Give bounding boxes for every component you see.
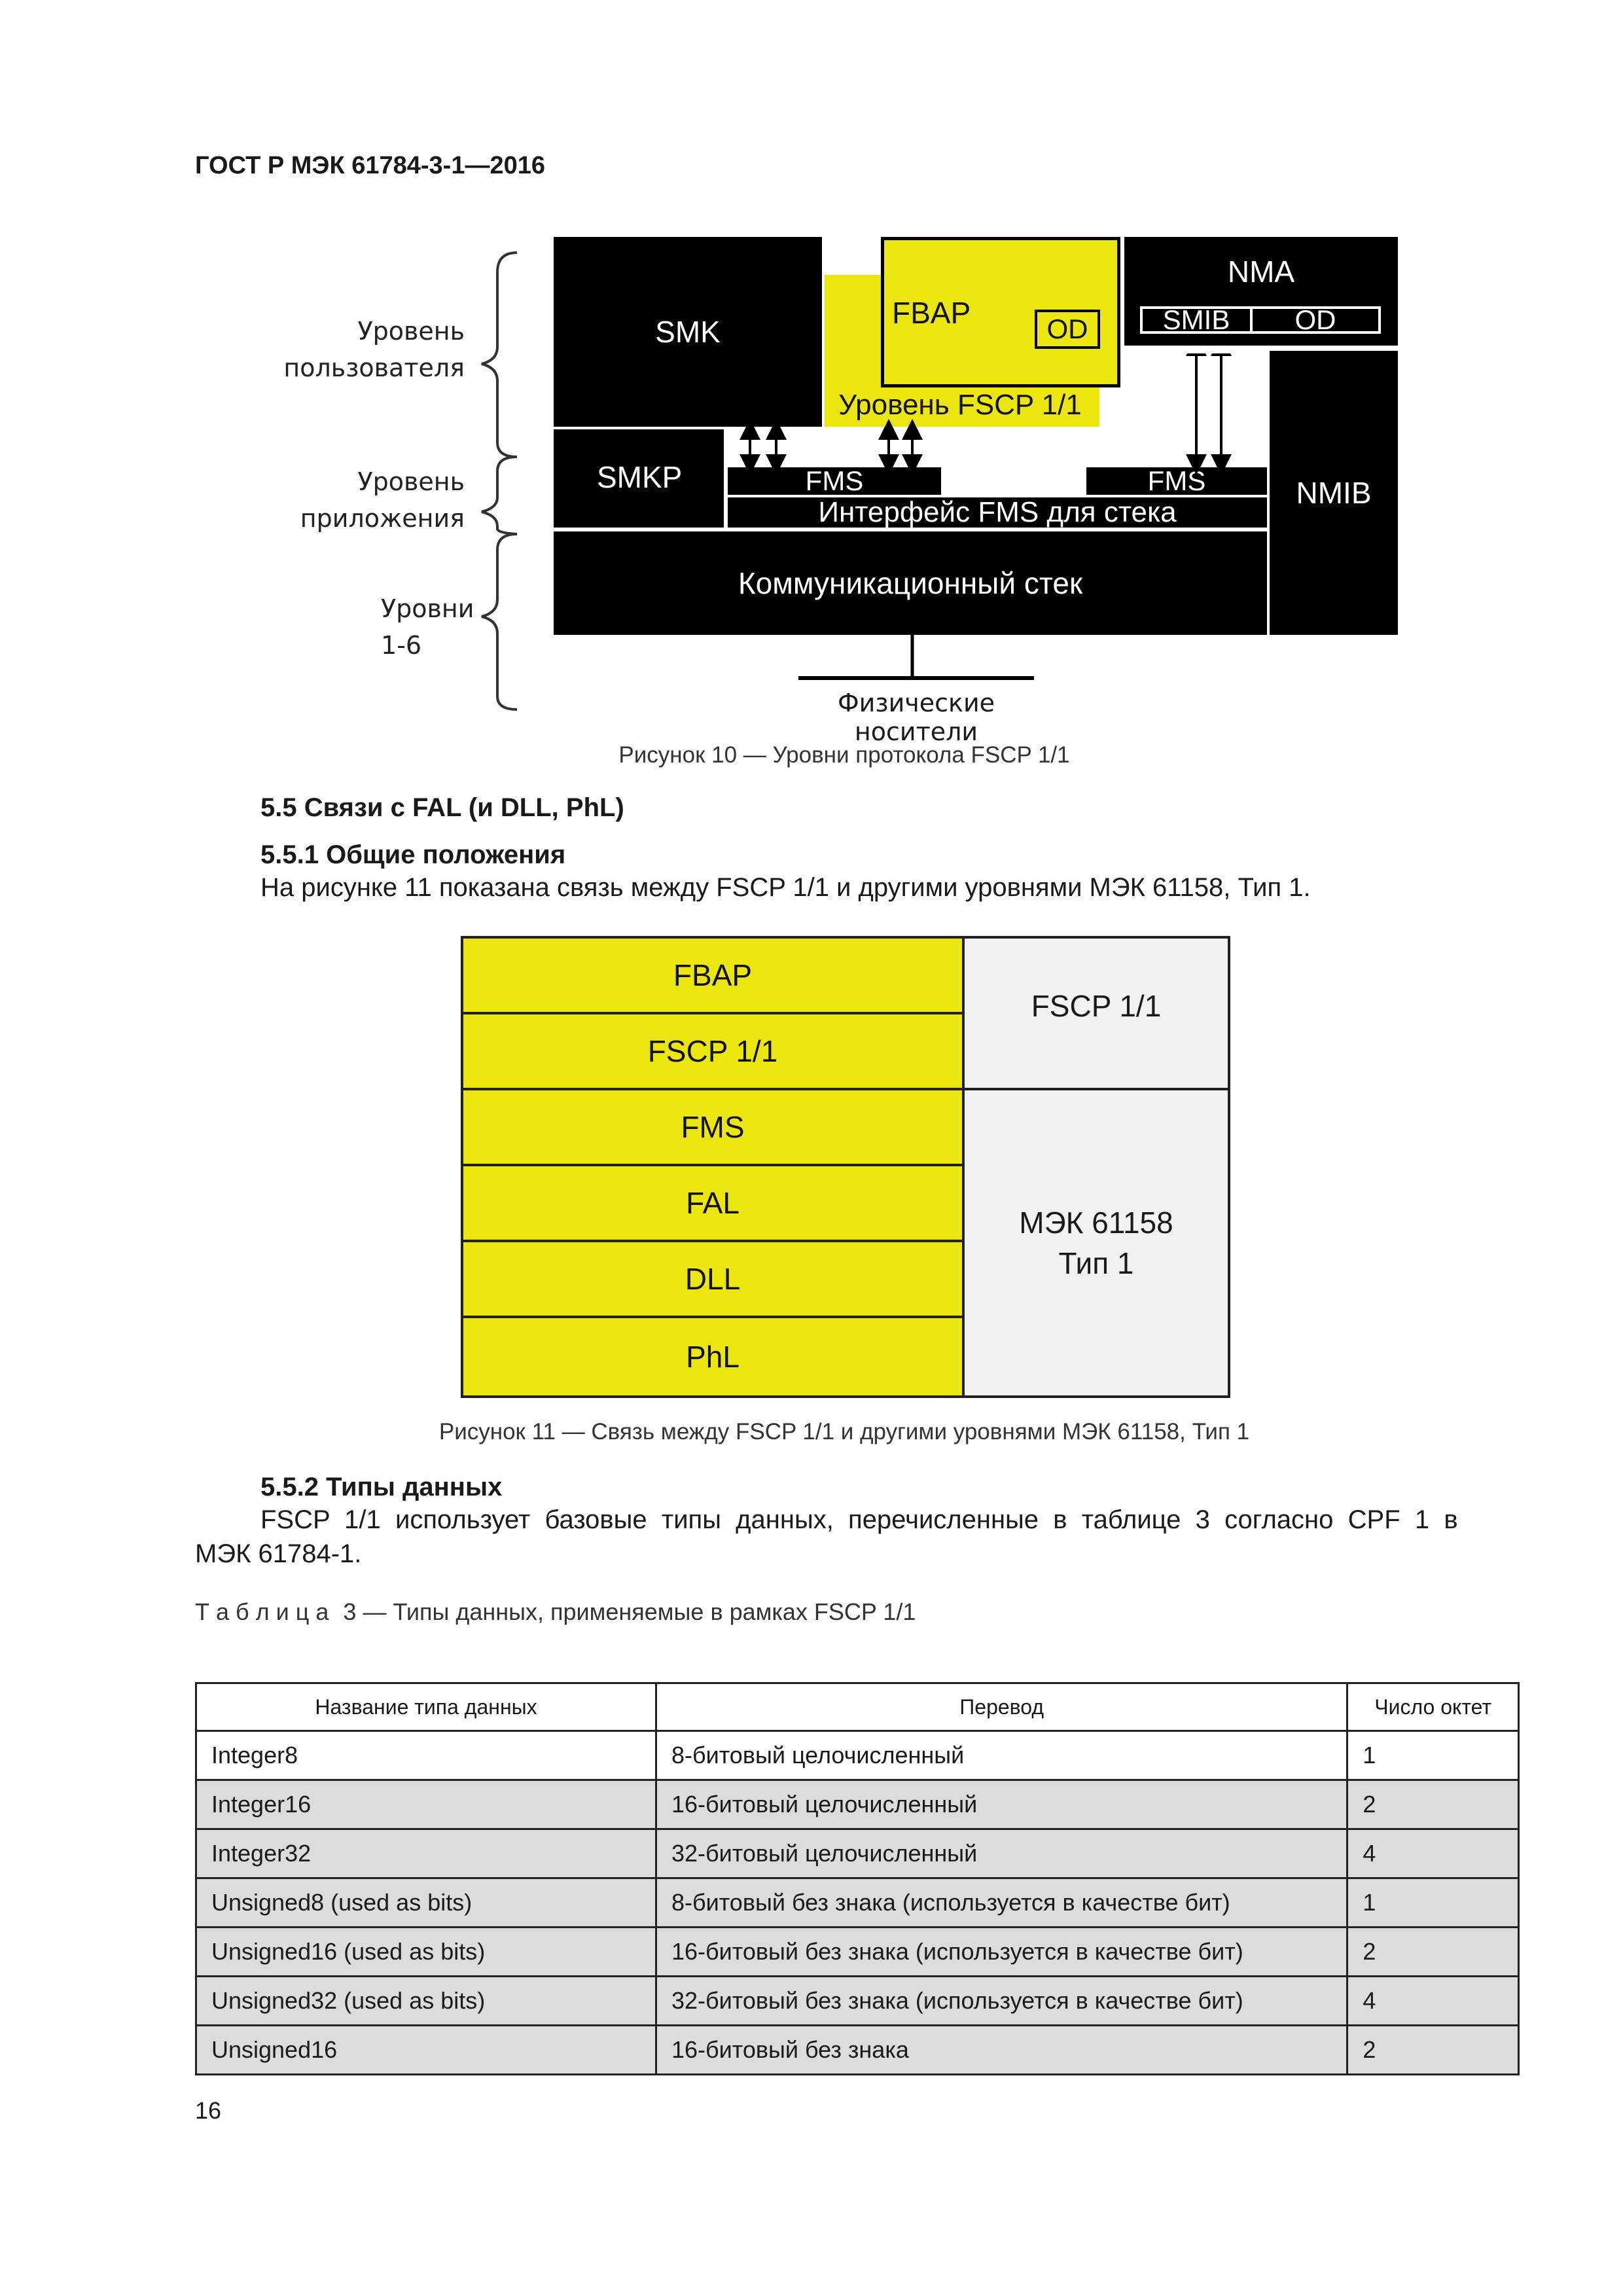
block-smkp	[554, 429, 724, 528]
label-user-level-line2: пользователя	[283, 353, 465, 382]
brace-app	[482, 457, 517, 534]
right-fscp: FSCP 1/1	[965, 939, 1228, 1090]
cell-type: Integer8	[196, 1731, 656, 1780]
cell-translation: 32-битовый целочисленный	[656, 1829, 1347, 1878]
paragraph-5-5-2-line2: МЭК 61784-1.	[195, 1539, 362, 1568]
figure-10-caption: Рисунок 10 — Уровни протокола FSCP 1/1	[618, 742, 1070, 768]
cell-type: Unsigned8 (used as bits)	[196, 1878, 656, 1928]
stack-fal: FAL	[463, 1166, 965, 1242]
table-row	[196, 1780, 1519, 1829]
table-header-row	[196, 1683, 1519, 1731]
brace-user	[482, 253, 517, 457]
block-smk: SMK	[554, 237, 822, 427]
block-nmib: NMIB	[1270, 351, 1398, 635]
label-user-level-line1: Уровень	[357, 317, 465, 346]
smkp-label: SMKP	[597, 460, 683, 494]
iec-line1: МЭК 61158	[1019, 1206, 1173, 1240]
table-row	[196, 2026, 1519, 2075]
heading-5-5-1: 5.5.1 Общие положения	[260, 840, 566, 869]
cell-translation: 8-битовый целочисленный	[656, 1731, 1347, 1780]
right-iec-61158	[965, 1090, 1228, 1395]
fbap-label: FBAP	[892, 296, 971, 330]
document-code: ГОСТ Р МЭК 61784-3-1—2016	[195, 152, 545, 179]
stack-dll: DLL	[463, 1242, 965, 1318]
header-translation: Перевод	[656, 1683, 1347, 1731]
cell-type: Unsigned16	[196, 2026, 656, 2075]
od-fbap: OD	[1035, 310, 1100, 349]
fscp-level-label: Уровень FSCP 1/1	[838, 389, 1082, 421]
cell-octets: 4	[1347, 1977, 1519, 2026]
cell-octets: 4	[1347, 1829, 1519, 1878]
table-row	[196, 1928, 1519, 1977]
cell-type: Unsigned16 (used as bits)	[196, 1928, 656, 1977]
cell-octets: 2	[1347, 1928, 1519, 1977]
cell-octets: 1	[1347, 1731, 1519, 1780]
cell-translation: 16-битовый без знака	[656, 2026, 1347, 2075]
label-app-level-line1: Уровень	[357, 467, 465, 496]
label-app-level	[249, 463, 465, 537]
cell-type: Integer16	[196, 1780, 656, 1829]
physical-bus-line	[798, 674, 1034, 682]
cell-type: Unsigned32 (used as bits)	[196, 1977, 656, 2026]
table-row	[196, 1977, 1519, 2026]
cell-translation: 16-битовый целочисленный	[656, 1780, 1347, 1829]
block-nma	[1124, 237, 1398, 346]
smib-box: SMIB	[1140, 306, 1253, 334]
stack-phl: PhL	[463, 1318, 965, 1395]
figure-11	[461, 936, 1230, 1398]
block-comm-stack: Коммуникационный стек	[554, 531, 1267, 635]
heading-5-5-2: 5.5.2 Типы данных	[260, 1473, 503, 1501]
table-3-title-rest: 3 — Типы данных, применяемые в рамках FSCP 1/1	[343, 1598, 916, 1625]
block-fms-right: FMS	[1086, 467, 1267, 495]
physical-media-label: Физические носители	[837, 689, 995, 746]
nma-label: NMA	[1227, 255, 1295, 289]
cell-octets: 1	[1347, 1878, 1519, 1928]
cell-translation: 32-битовый без знака (используется в качестве бит)	[656, 1977, 1347, 2026]
brace-levels	[482, 534, 517, 709]
stack-fms: FMS	[463, 1090, 965, 1166]
heading-5-5: 5.5 Связи с FAL (и DLL, PhL)	[260, 793, 624, 822]
iec-line2: Тип 1	[1058, 1246, 1134, 1280]
figure-11-caption: Рисунок 11 — Связь между FSCP 1/1 и другими уровнями МЭК 61158, Тип 1	[438, 1419, 1250, 1444]
od-nma-box: OD	[1253, 306, 1381, 334]
header-octets: Число октет	[1347, 1683, 1519, 1731]
block-fms-interface: Интерфейс FMS для стека	[728, 497, 1267, 528]
label-levels-line2: 1-6	[381, 631, 422, 660]
arrows-and-bus	[720, 353, 1243, 681]
label-user-level	[249, 313, 465, 386]
cell-translation: 16-битовый без знака (используется в качестве бит)	[656, 1928, 1347, 1977]
table-row	[196, 1878, 1519, 1928]
header-type-name: Название типа данных	[196, 1683, 656, 1731]
table-row	[196, 1731, 1519, 1780]
table-3-title-prefix: Т а б л и ц а	[195, 1598, 329, 1625]
stack-fbap: FBAP	[463, 939, 965, 1014]
stack-fscp: FSCP 1/1	[463, 1014, 965, 1090]
table-row	[196, 1829, 1519, 1878]
paragraph-5-5-1: На рисунке 11 показана связь между FSCP 1/1 и другими уровнями МЭК 61158, Тип 1.	[260, 873, 1311, 902]
page-number: 16	[195, 2097, 222, 2124]
label-app-level-line2: приложения	[300, 504, 465, 533]
cell-translation: 8-битовый без знака (используется в качестве бит)	[656, 1878, 1347, 1928]
brace-lines	[471, 249, 537, 720]
cell-octets: 2	[1347, 1780, 1519, 1829]
block-fms-left: FMS	[728, 467, 941, 495]
table-3	[195, 1682, 1520, 2075]
label-levels-line1: Уровни	[381, 594, 474, 623]
paragraph-5-5-2-line1: FSCP 1/1 использует базовые типы данных, перечисленные в таблице 3 согласно CPF 1 в	[260, 1505, 1458, 1534]
cell-octets: 2	[1347, 2026, 1519, 2075]
table-3-title	[195, 1598, 916, 1626]
cell-type: Integer32	[196, 1829, 656, 1878]
